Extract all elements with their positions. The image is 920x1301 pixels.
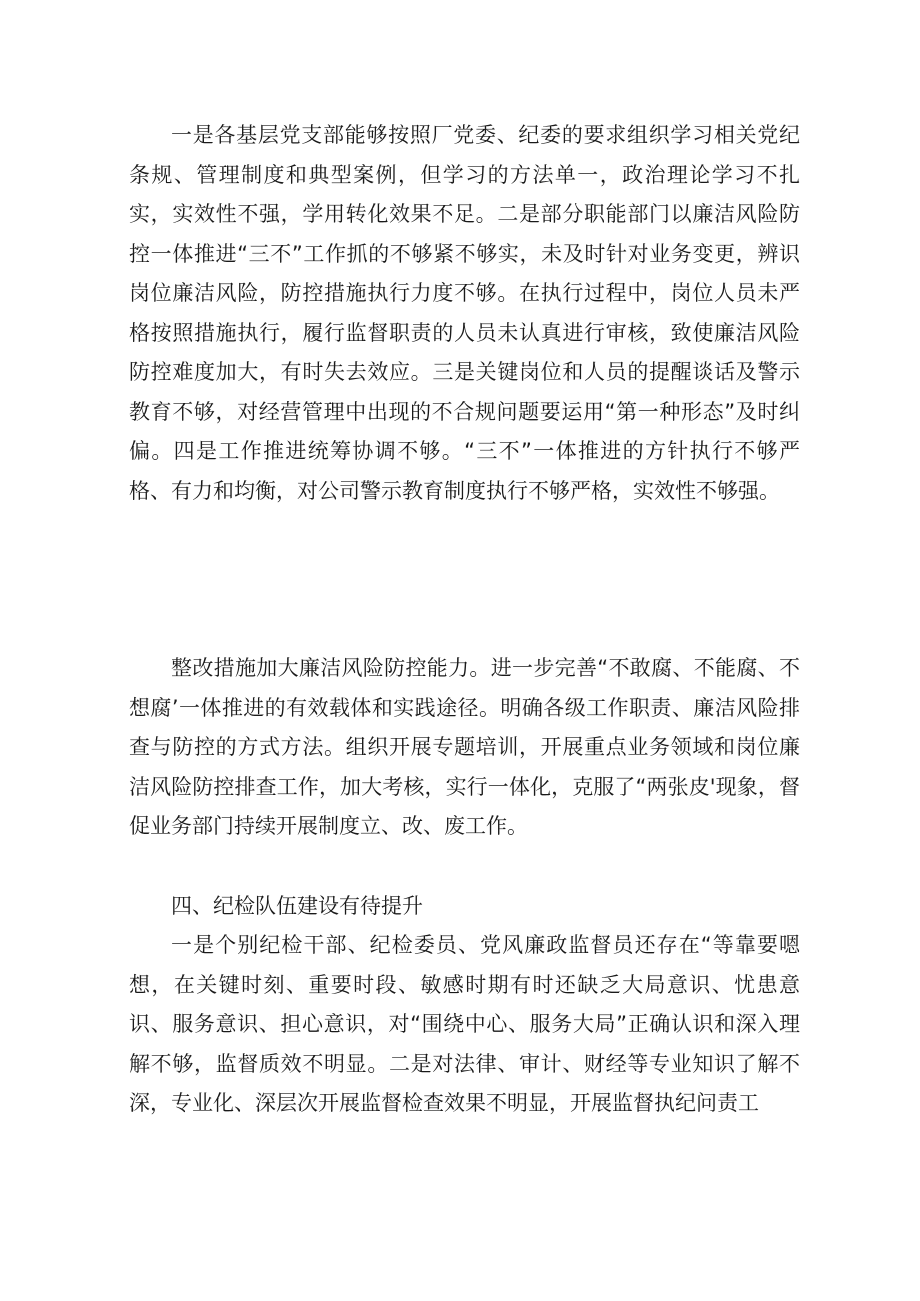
paragraph-block-1 <box>129 116 800 511</box>
paragraph-team-building: 一是个别纪检干部、纪检委员、党风廉政监督员还存在“等靠要嗯想，在关键时刻、重要时段、敏感时期有时还缺乏大局意识、忧患意识、服务意识、担心意识，对“围绕中心、服务大局”正确认识和深入理解不够，监督质效不明显。二是对法律、审计、财经等专业知识了解不深，专业化、深层次开展监督检查效果不明显，开展监督执纪问责工 <box>129 933 800 1115</box>
paragraph-rectification: 整改措施加大廉洁风险防控能力。进一步完善“不敢腐、不能腐、不想腐’一体推进的有效载体和实践途径。明确各级工作职责、廉洁风险排查与防控的方式方法。组织开展专题培训，开展重点业务领域和岗位廉洁风险防控排查工作，加大考核，实行一体化，克服了“两张皮'现象，督促业务部门持续开展制度立、改、废工作。 <box>129 656 800 838</box>
section-heading-block <box>129 887 800 927</box>
paragraph-block-2 <box>129 649 800 847</box>
paragraph-problems: 一是各基层党支部能够按照厂党委、纪委的要求组织学习相关党纪条规、管理制度和典型案例，但学习的方法单一，政治理论学习不扎实，实效性不强，学用转化效果不足。二是部分职能部门以廉洁风险防控一体推进“三不”工作抓的不够紧不够实，未及时针对业务变更，辨识岗位廉洁风险，防控措施执行力度不够。在执行过程中，岗位人员未严格按照措施执行，履行监督职责的人员未认真进行审核，致使廉洁风险防控难度加大，有时失去效应。三是关键岗位和人员的提醒谈话及警示教育不够，对经营管理中出现的不合规问题要运用“第一种形态”及时纠偏。四是工作推进统筹协调不够。“三不”一体推进的方针执行不够严格、有力和均衡，对公司警示教育制度执行不够严格，实效性不够强。 <box>129 123 800 503</box>
section-heading: 四、纪检队伍建设有待提升 <box>171 894 423 918</box>
paragraph-block-3 <box>129 926 800 1124</box>
